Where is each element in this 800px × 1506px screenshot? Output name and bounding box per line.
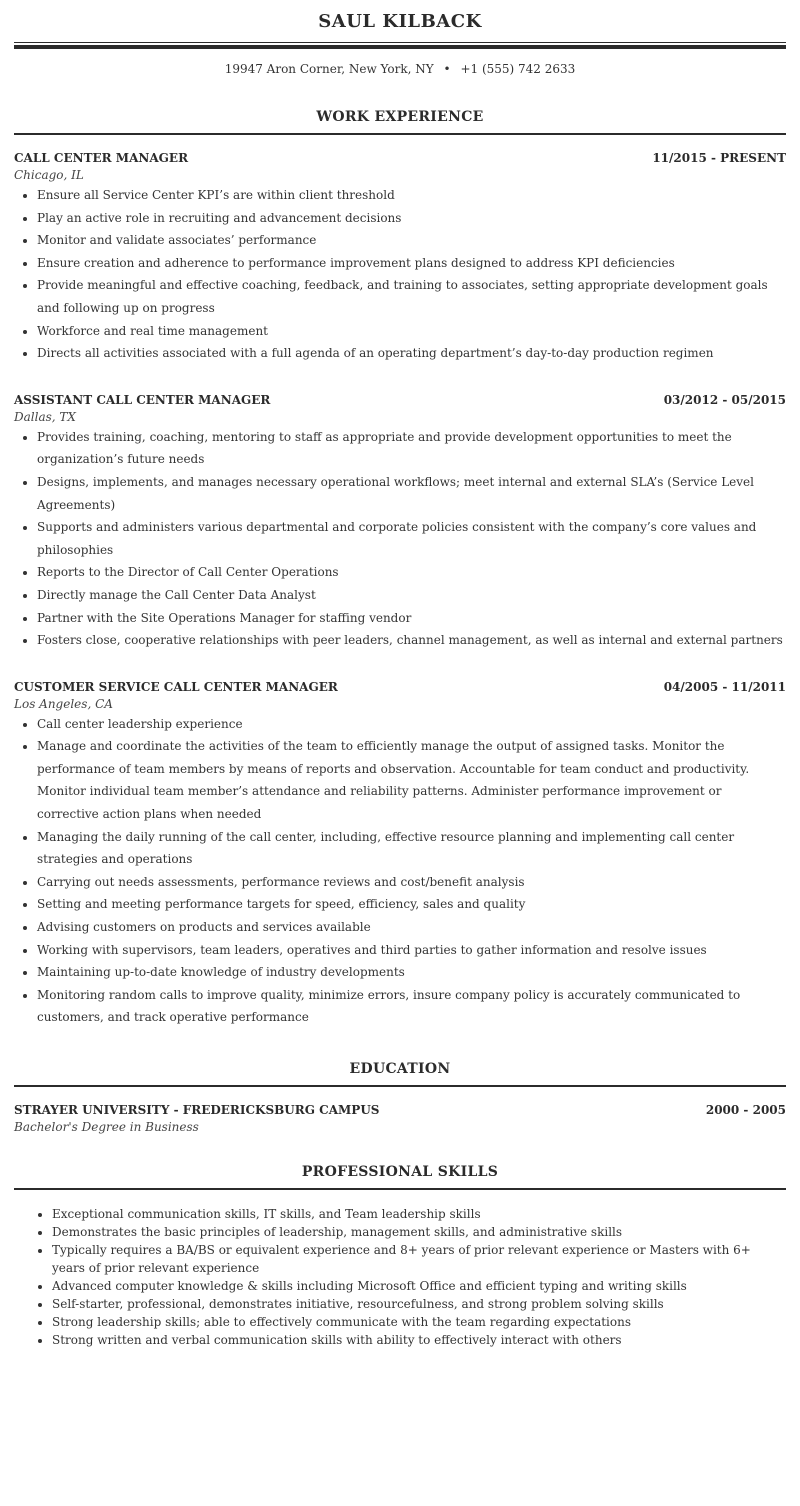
contact-separator: • xyxy=(443,62,451,76)
job-bullet: • Designs, implements, and manages necessary operational workflows; meet internal and external SLA’s (Service Level Agreements) xyxy=(37,471,786,516)
job-bullet: • Working with supervisors, team leaders, operatives and third parties to gather information and resolve issues xyxy=(37,939,786,962)
job-dates: 11/2015 - PRESENT xyxy=(652,151,786,165)
job-bullet: • Monitoring random calls to improve quality, minimize errors, insure company policy is accurately communicated to customers, and track operative performance xyxy=(37,984,786,1029)
education-entry xyxy=(14,1102,786,1136)
job-bullet-list xyxy=(14,184,786,365)
work-experience-section xyxy=(14,108,786,1029)
skill-item: • Strong written and verbal communication skills with ability to effectively interact with others xyxy=(52,1331,786,1349)
skill-item: • Exceptional communication skills, IT skills, and Team leadership skills xyxy=(52,1205,786,1223)
job-header xyxy=(14,679,786,695)
job-location: Dallas, TX xyxy=(14,409,76,424)
job-bullet: • Directly manage the Call Center Data Analyst xyxy=(37,584,786,607)
job-bullet: • Manage and coordinate the activities of the team to efficiently manage the output of assigned tasks. Monitor the performance of team members by means of reports and observation. Accountable for team conduct and productivity. Monitor individual team member’s attendance and reliability patterns. Administer performance improvement or corrective action plans when needed xyxy=(37,735,786,825)
job-bullet: • Call center leadership experience xyxy=(37,713,786,736)
skill-item: • Advanced computer knowledge & skills including Microsoft Office and efficient typing and writing skills xyxy=(52,1277,786,1295)
job-bullet-list xyxy=(14,426,786,652)
skill-item: • Demonstrates the basic principles of leadership, management skills, and administrative skills xyxy=(52,1223,786,1241)
job-bullet: • Ensure creation and adherence to performance improvement plans designed to address KPI deficiencies xyxy=(37,252,786,275)
job-dates: 03/2012 - 05/2015 xyxy=(663,392,786,407)
section-title-work-experience: WORK EXPERIENCE xyxy=(316,109,484,125)
job-bullet: • Advising customers on products and services available xyxy=(37,916,786,939)
contact-phone: +1 (555) 742 2633 xyxy=(460,62,576,76)
job-entry xyxy=(14,392,786,652)
job-bullet: • Reports to the Director of Call Center Operations xyxy=(37,561,786,584)
job-bullet: • Directs all activities associated with a full agenda of an operating department’s day-to-day production regimen xyxy=(37,342,786,365)
school-name: STRAYER UNIVERSITY - FREDERICKSBURG CAMPUS xyxy=(14,1103,380,1117)
resume-page xyxy=(14,0,786,1349)
resume-header xyxy=(14,10,786,77)
candidate-name: SAUL KILBACK xyxy=(318,11,482,32)
job-location: Los Angeles, CA xyxy=(14,696,113,711)
education-header xyxy=(14,1102,786,1118)
job-title: CALL CENTER MANAGER xyxy=(14,151,189,165)
section-rule xyxy=(14,1085,786,1087)
section-title-skills: PROFESSIONAL SKILLS xyxy=(301,1164,499,1180)
job-bullet: • Fosters close, cooperative relationships with peer leaders, channel management, as well as internal and external partners xyxy=(37,629,786,652)
job-title: ASSISTANT CALL CENTER MANAGER xyxy=(14,392,271,407)
job-bullet: • Workforce and real time management xyxy=(37,320,786,343)
job-bullet: • Managing the daily running of the call center, including, effective resource planning and implementing call center strategies and operations xyxy=(37,826,786,871)
education-dates: 2000 - 2005 xyxy=(705,1103,786,1117)
skill-item: • Typically requires a BA/BS or equivalent experience and 8+ years of prior relevant experience or Masters with 6+ years of prior relevant experience xyxy=(52,1241,786,1277)
job-bullet: • Provide meaningful and effective coaching, feedback, and training to associates, setting appropriate development goals and following up on progress xyxy=(37,274,786,319)
job-bullet-list xyxy=(14,713,786,1029)
job-bullet: • Ensure all Service Center KPI’s are within client threshold xyxy=(37,184,786,207)
job-bullet: • Carrying out needs assessments, performance reviews and cost/benefit analysis xyxy=(37,871,786,894)
job-entry xyxy=(14,679,786,1029)
section-rule xyxy=(14,133,786,135)
contact-line xyxy=(14,61,786,77)
education-section xyxy=(14,1060,786,1136)
job-header xyxy=(14,150,786,166)
job-bullet: • Monitor and validate associates’ performance xyxy=(37,229,786,252)
skills-section xyxy=(14,1163,786,1349)
job-bullet: • Maintaining up-to-date knowledge of industry developments xyxy=(37,961,786,984)
job-title: CUSTOMER SERVICE CALL CENTER MANAGER xyxy=(14,679,338,694)
header-rule-thin xyxy=(14,42,786,43)
degree: Bachelor's Degree in Business xyxy=(14,1120,199,1134)
job-bullet: • Setting and meeting performance targets for speed, efficiency, sales and quality xyxy=(37,893,786,916)
contact-address: 19947 Aron Corner, New York, NY xyxy=(224,62,434,76)
job-entry xyxy=(14,150,786,365)
header-rule-thick xyxy=(14,45,786,49)
section-title-education: EDUCATION xyxy=(349,1061,451,1077)
skills-list xyxy=(14,1205,786,1349)
job-bullet: • Provides training, coaching, mentoring to staff as appropriate and provide development opportunities to meet the organization’s future needs xyxy=(37,426,786,471)
job-bullet: • Supports and administers various departmental and corporate policies consistent with the company’s core values and philosophies xyxy=(37,516,786,561)
job-dates: 04/2005 - 11/2011 xyxy=(663,679,786,694)
job-bullet: • Play an active role in recruiting and advancement decisions xyxy=(37,207,786,230)
job-bullet: • Partner with the Site Operations Manager for staffing vendor xyxy=(37,607,786,630)
skill-item: • Strong leadership skills; able to effectively communicate with the team regarding expectations xyxy=(52,1313,786,1331)
skill-item: • Self-starter, professional, demonstrates initiative, resourcefulness, and strong problem solving skills xyxy=(52,1295,786,1313)
job-location: Chicago, IL xyxy=(14,168,84,182)
job-header xyxy=(14,392,786,408)
section-rule xyxy=(14,1188,786,1190)
